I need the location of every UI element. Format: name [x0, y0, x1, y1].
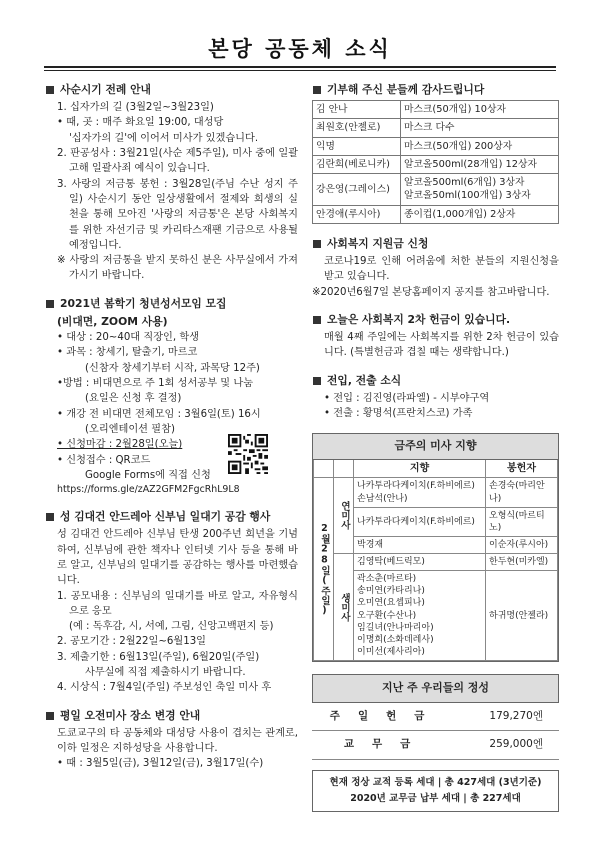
square-bullet-icon	[313, 240, 321, 248]
table-row	[313, 174, 559, 205]
section-heading: 전입, 전출 소식	[312, 373, 559, 389]
table-row: 2월28일(주일) 연미사 나카투라다케이치(F.하비에르) 손남석(안나) 손경숙(마리안나)	[314, 478, 558, 507]
text-line: • 대상 : 20~40대 직장인, 학생	[57, 332, 200, 344]
square-bullet-icon	[313, 86, 321, 94]
offering-table	[312, 703, 559, 761]
offering-label: 교무금	[312, 731, 460, 760]
note-line: ※2020년6월7일 본당홈페이지 공지를 참고바랍니다.	[312, 286, 550, 298]
text-line: 1. 십자가의 길 (3월2일~3월23일)	[57, 102, 214, 114]
offering-label: 주일헌금	[312, 703, 460, 731]
donated-item: 마스크 다수	[401, 119, 559, 137]
section-heading: 성 김대건 안드레아 신부님 일대기 공감 행사	[45, 509, 298, 525]
donor-name: 익명	[313, 137, 401, 155]
donor-name: 최원호(안젤로)	[313, 119, 401, 137]
square-bullet-icon	[46, 86, 54, 94]
mass-intention-heading: 금주의 미사 지향	[313, 434, 558, 460]
square-bullet-icon	[46, 300, 54, 308]
deadline-line: • 신청마감 : 2월28일(오늘)	[57, 439, 183, 451]
table-row	[313, 101, 559, 119]
text-line: (신참자 창세기부터 시작, 과목당 12주)	[85, 362, 260, 374]
section-heading: 사순시기 전례 안내	[45, 82, 298, 98]
table-row	[313, 119, 559, 137]
qr-code-icon[interactable]	[228, 434, 268, 474]
mass-intention-box	[312, 433, 559, 662]
form-link[interactable]: https://forms.gle/zAZ2GFM2FgcRhL9L8	[57, 484, 240, 496]
page-title: 본당 공동체 소식	[208, 37, 392, 61]
donor-name: 안경애(루시아)	[313, 205, 401, 223]
section-heading: 오늘은 사회복지 2차 헌금이 있습니다.	[312, 312, 559, 328]
table-row: 곽소춘(마르타) 송미연(카타리나) 오미연(요셉피나) 오구환(수산나) 임길녀(안나마리아) 이명희(소화데레사) 이미선(제사리아) 하귀명(안젤라)	[314, 571, 558, 661]
donated-item: 마스크(50개입) 10상자	[401, 101, 559, 119]
donated-item: 마스크(50개입) 200상자	[401, 137, 559, 155]
text-line: • 개강 전 비대면 전체모임 : 3월6일(토) 16시	[57, 408, 261, 420]
table-row	[312, 703, 559, 731]
left-column	[45, 82, 298, 784]
text-line: 2. 공모기간 : 2월22일~6월13일	[57, 636, 207, 648]
donor-name: 강은영(그레이스)	[313, 174, 401, 205]
paragraph: 성 김대건 안드레아 신부님 탄생 200주년 희년을 기념하여, 신부님에 관한 책자나 인터넷 기사 등을 통해 바로 알고, 신부님의 일대기를 공감하는 행사를 마련했습니다.	[57, 529, 298, 587]
right-column	[312, 82, 559, 812]
weekday-mass-section	[45, 708, 298, 772]
col-header-intent: 지향	[354, 460, 486, 478]
text-line: • 때 : 3월5일(금), 3월12일(금), 3월17일(수)	[57, 758, 264, 770]
table-row	[312, 731, 559, 760]
text-line: (오리엔테이션 필참)	[85, 423, 175, 435]
title-divider	[44, 66, 556, 71]
section-heading: 사회복지 지원금 신청	[312, 236, 559, 252]
welfare-support-section	[312, 236, 559, 300]
paragraph: 매월 4째 주일에는 사회복지를 위한 2차 헌금이 있습니다. (특별헌금과 겹칠 때는 생략합니다.)	[324, 331, 559, 359]
donated-item: 알코올500ml(6개입) 3상자 알코올50ml(100개입) 3상자	[401, 174, 559, 205]
text-line: 2. 판공성사 : 3월21일(사순 제5주일), 미사 중에 일괄고해 일괄사죄 예식이 있습니다.	[57, 148, 298, 175]
col-header-donor: 봉헌자	[486, 460, 558, 478]
mass-intention-table	[313, 460, 558, 661]
registration-line: 현재 정상 교적 등록 세대 | 총 427세대 (3년기준)	[329, 777, 542, 789]
offering-heading: 지난 주 우리들의 정성	[312, 674, 559, 703]
section-heading: 2021년 봄학기 청년성서모임 모집	[45, 296, 298, 312]
text-line: Google Forms에 직접 신청	[85, 469, 211, 481]
lent-liturgy-section	[45, 82, 298, 284]
donor-name: 김 안나	[313, 101, 401, 119]
text-line: 1. 공모내용 : 신부님의 일대기를 바로 알고, 자유형식으로 응모	[57, 590, 298, 617]
square-bullet-icon	[313, 316, 321, 324]
section-heading: 평일 오전미사 장소 변경 안내	[45, 708, 298, 724]
text-line: ※ 사랑의 저금통을 받지 못하신 분은 사무실에서 가져가시기 바랍니다.	[57, 255, 298, 282]
square-bullet-icon	[46, 513, 54, 521]
table-row	[313, 137, 559, 155]
text-line: 사무실에 직접 제출하시기 바랍니다.	[85, 667, 246, 679]
section-subheading: (비대면, ZOOM 사용)	[57, 314, 168, 328]
text-line: • 전출 : 황명석(프란치스코) 가족	[324, 408, 473, 420]
youth-bible-section	[45, 296, 298, 497]
text-line: 3. 사랑의 저금통 봉헌 : 3월28일(주님 수난 성지 주일) 사순시기 동안 일상생활에서 절제와 희생의 실천을 통해 모아진 '사랑의 저금통'은 본당 사회복지를 위한 자선기금 및 카리타스재팬 기금으로 사용될 예정입니다.	[57, 178, 298, 251]
paragraph: 도쿄교구의 타 공동체와 대성당 사용이 겹치는 관계로, 이하 일정은 지하성당을 사용합니다.	[57, 727, 298, 755]
text-line: • 신청접수 : QR코드	[57, 454, 151, 466]
text-line: • 과목 : 창세기, 탈출기, 마르코	[57, 347, 198, 359]
square-bullet-icon	[313, 377, 321, 385]
registration-line: 2020년 교무금 납부 세대 | 총 227세대	[350, 793, 521, 805]
text-line: 4. 시상식 : 7월4일(주일) 주보성인 축일 미사 후	[57, 682, 272, 694]
text-line: • 전입 : 김진영(라파엘) - 시부야구역	[324, 392, 490, 404]
donor-table	[312, 100, 559, 224]
donors-section	[312, 82, 559, 224]
second-collection-section	[312, 312, 559, 361]
table-row: 생미사 김영탁(베드릭모) 한두현(미카엘)	[314, 554, 558, 571]
text-line: •방법 : 비대면으로 주 1회 성서공부 및 나눔	[57, 378, 254, 390]
square-bullet-icon	[46, 712, 54, 720]
section-heading: 기부해 주신 분들께 감사드립니다	[312, 82, 559, 98]
donated-item: 종이컵(1,000개입) 2상자	[401, 205, 559, 223]
table-row: 박경재 이순자(루시아)	[314, 536, 558, 553]
offering-value: 259,000엔	[460, 731, 559, 760]
table-row: 나카투라다케이치(F.하비에르) 오형식(마르티노)	[314, 507, 558, 536]
text-line: (예 : 독후감, 시, 서예, 그림, 신앙고백편지 등)	[69, 621, 274, 633]
group-label-living: 생미사	[334, 554, 354, 661]
text-line: '십자가의 길'에 이어서 미사가 있겠습니다.	[69, 132, 259, 144]
group-label-memorial: 연미사	[334, 478, 354, 554]
registration-box	[312, 770, 559, 812]
table-row	[313, 205, 559, 223]
donor-name: 김란희(베로니카)	[313, 155, 401, 173]
text-line: (요일은 신청 후 결정)	[85, 393, 182, 405]
text-line: 3. 제출기한 : 6월13일(주일), 6월20일(주일)	[57, 651, 260, 663]
table-row	[313, 155, 559, 173]
offering-value: 179,270엔	[460, 703, 559, 731]
mass-date: 2월28일(주일)	[314, 478, 334, 661]
kim-daegeon-event-section	[45, 509, 298, 695]
paragraph: 코로나19로 인해 어려움에 처한 분들의 지원신청을 받고 있습니다.	[324, 255, 559, 283]
text-line: • 때, 곳 : 매주 화요일 19:00, 대성당	[57, 117, 224, 129]
donated-item: 알코올500ml(28개입) 12상자	[401, 155, 559, 173]
transfer-section	[312, 373, 559, 422]
